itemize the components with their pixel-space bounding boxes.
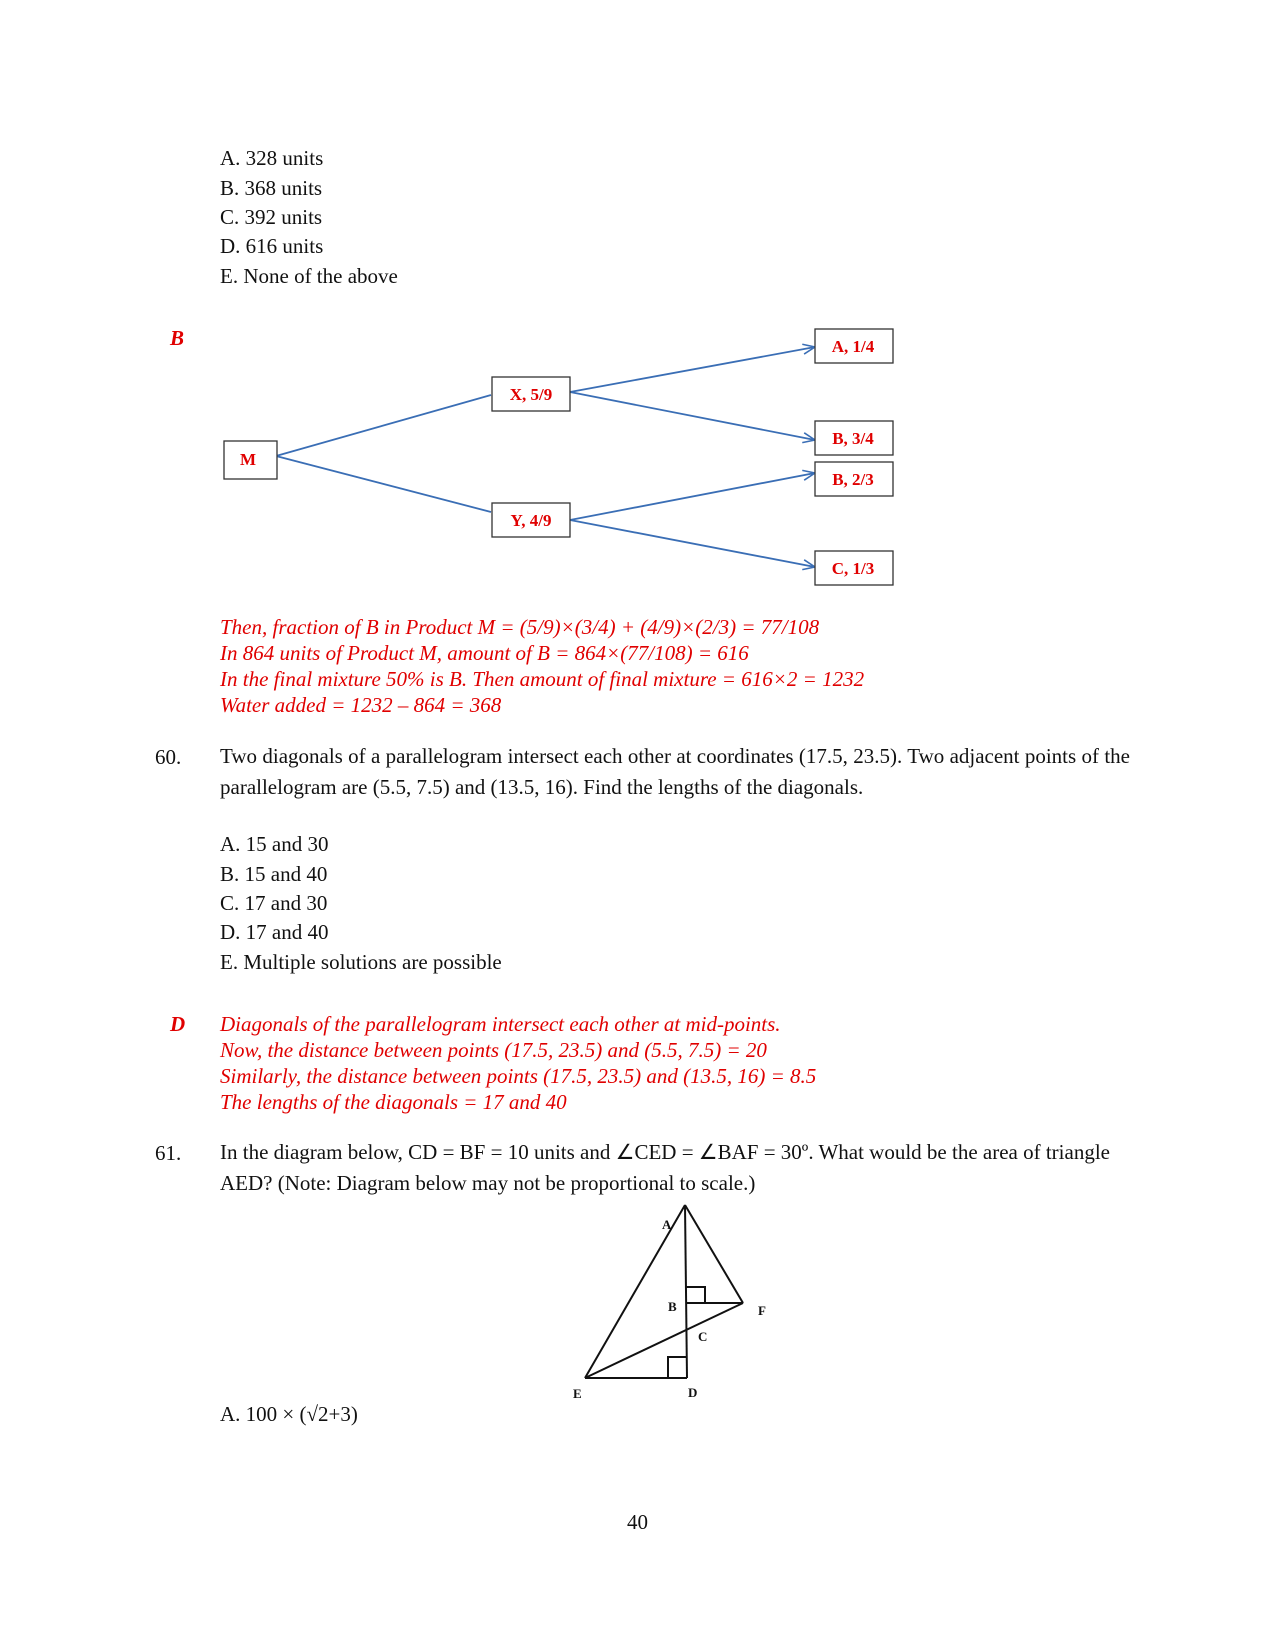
- q60-option-c: C. 17 and 30: [220, 891, 328, 915]
- node-m-label: M: [239, 450, 257, 469]
- q61-number: 61.: [155, 1141, 182, 1165]
- probability-tree-diagram: [0, 0, 1275, 620]
- q60-question-text: Two diagonals of a parallelogram intersect each other at coordinates (17.5, 23.5). Two adjacent points of the parallelogram are (5.5, 7.5) and (13.5, 16). Find the lengths of the diagonals.: [220, 744, 1130, 799]
- label-b: B: [668, 1299, 677, 1314]
- label-e: E: [573, 1386, 582, 1401]
- edge-x-b: [570, 392, 815, 440]
- node-a-label: A, 1/4: [831, 337, 875, 356]
- node-y-label: Y, 4/9: [510, 511, 552, 530]
- edge-m-x: [276, 395, 491, 456]
- label-d: D: [688, 1385, 698, 1400]
- node-c-label: C, 1/3: [831, 559, 875, 578]
- label-f: F: [758, 1303, 766, 1318]
- q60-option-a: A. 15 and 30: [220, 832, 329, 856]
- q59-option-d: D. 616 units: [220, 234, 324, 258]
- q60-solution-line-4: The lengths of the diagonals = 17 and 40: [220, 1090, 567, 1114]
- edge-y-c: [570, 520, 815, 567]
- segment-af: [685, 1205, 743, 1303]
- q59-solution-line-4: Water added = 1232 – 864 = 368: [220, 693, 502, 717]
- q59-option-a: A. 328 units: [220, 146, 324, 170]
- q59-option-b: B. 368 units: [220, 176, 323, 200]
- q59-option-c: C. 392 units: [220, 205, 323, 229]
- q59-solution-line-1: Then, fraction of B in Product M = (5/9)×(3/4) + (4/9)×(2/3) = 77/108: [220, 615, 820, 639]
- label-a: A: [662, 1217, 672, 1232]
- q60-solution-line-2: Now, the distance between points (17.5, 23.5) and (5.5, 7.5) = 20: [220, 1038, 767, 1062]
- segment-ad: [685, 1205, 687, 1378]
- q60-solution-line-1: Diagonals of the parallelogram intersect each other at mid-points.: [220, 1012, 781, 1036]
- q59-option-e: E. None of the above: [220, 264, 398, 288]
- segment-ef: [585, 1303, 743, 1378]
- q59-answer: B: [170, 326, 185, 350]
- triangle-figure: [560, 1195, 800, 1405]
- q60-answer: D: [170, 1012, 186, 1036]
- q60-option-b: B. 15 and 40: [220, 862, 328, 886]
- right-angle-mark-d: [668, 1357, 687, 1378]
- q59-solution-line-3: In the final mixture 50% is B. Then amount of final mixture = 616×2 = 1232: [220, 667, 865, 691]
- node-x-label: X, 5/9: [509, 385, 553, 404]
- page-number: 40: [627, 1510, 648, 1534]
- q59-solution-line-2: In 864 units of Product M, amount of B = 864×(77/108) = 616: [220, 641, 749, 665]
- edge-m-y: [276, 456, 491, 512]
- edge-y-b: [570, 473, 815, 520]
- q61-option-a: A. 100 × (√2+3): [220, 1402, 358, 1426]
- q61-question-text: In the diagram below, CD = BF = 10 units and ∠CED = ∠BAF = 30º. What would be the area of triangle AED? (Note: Diagram below may not be proportional to scale.): [220, 1140, 1110, 1195]
- edge-x-a: [570, 347, 815, 392]
- label-c: C: [698, 1329, 708, 1344]
- right-angle-mark-b: [686, 1287, 705, 1303]
- q60-option-e: E. Multiple solutions are possible: [220, 950, 502, 974]
- q60-option-d: D. 17 and 40: [220, 920, 329, 944]
- q60-solution-line-3: Similarly, the distance between points (17.5, 23.5) and (13.5, 16) = 8.5: [220, 1064, 817, 1088]
- node-b2-label: B, 2/3: [832, 470, 874, 489]
- q60-number: 60.: [155, 745, 182, 769]
- node-b1-label: B, 3/4: [832, 429, 874, 448]
